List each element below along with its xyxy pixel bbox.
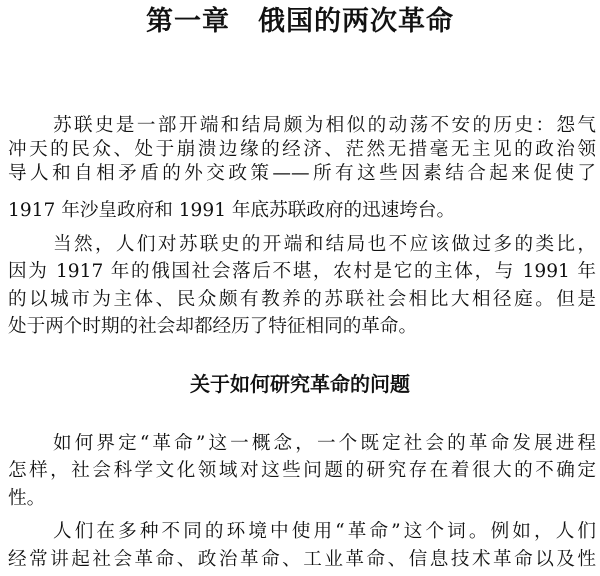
paragraph-2-line-3: 的以城市为主体、民众颇有教养的苏联社会相比大相径庭。但是 [8, 289, 596, 310]
paragraph-1-line-2: 冲天的民众、处于崩溃边缘的经济、茫然无措毫无主见的政治领 [8, 139, 596, 160]
paragraph-2-line-4: 处于两个时期的社会却都经历了特征相同的革命。 [8, 316, 418, 337]
paragraph-4-line-1: 人们在多种不同的环境中使用“革命”这个词。例如，人们 [53, 521, 596, 542]
paragraph-3-line-3: 性。 [8, 488, 46, 509]
paragraph-2-line-2: 因为 1917 年的俄国社会落后不堪，农村是它的主体，与 1991 年 [8, 261, 596, 282]
paragraph-1-line-3: 导人和自相矛盾的外交政策——所有这些因素结合起来促使了 [8, 163, 596, 184]
paragraph-1-line-1: 苏联史是一部开端和结局颇为相似的动荡不安的历史：怨气 [53, 115, 596, 136]
paragraph-1-line-4: 1917 年沙皇政府和 1991 年底苏联政府的迅速垮台。 [8, 200, 456, 221]
paragraph-4-line-2: 经常讲起社会革命、政治革命、工业革命、信息技术革命以及性 [8, 549, 596, 570]
chapter-title: 第一章 俄国的两次革命 [146, 6, 454, 37]
paragraph-3-line-1: 如何界定“革命”这一概念，一个既定社会的革命发展进程 [53, 433, 596, 454]
paragraph-2-line-1: 当然，人们对苏联史的开端和结局也不应该做过多的类比， [53, 234, 596, 255]
section-title: 关于如何研究革命的问题 [190, 372, 410, 396]
paragraph-3-line-2: 怎样，社会科学文化领域对这些问题的研究存在着很大的不确定 [8, 460, 596, 481]
